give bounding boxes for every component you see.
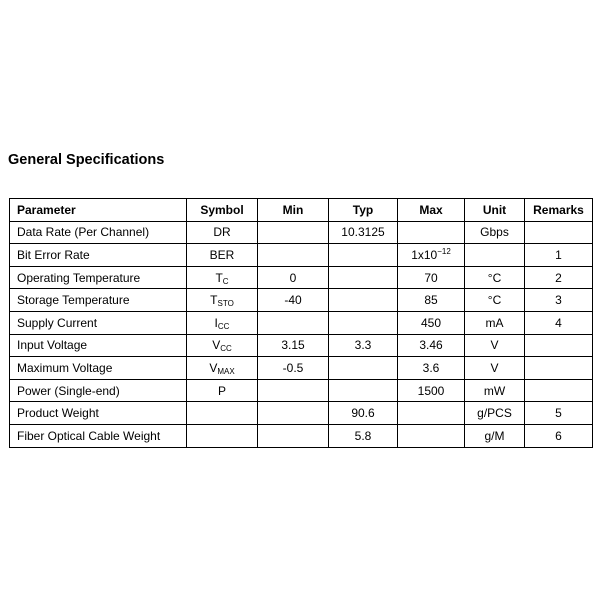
cell-parameter [10, 266, 187, 289]
min-value: 0 [289, 270, 297, 285]
max-value: 3.6 [422, 360, 440, 375]
cell-parameter [10, 334, 187, 357]
cell-min [258, 402, 329, 425]
cell-min [258, 379, 329, 402]
cell-min [258, 244, 329, 267]
parameter-text: Power (Single-end) [17, 383, 120, 398]
cell-remarks [525, 289, 593, 312]
cell-parameter [10, 244, 187, 267]
parameter-text: Bit Error Rate [17, 247, 90, 262]
unit-text: mA [485, 315, 504, 330]
max-value: 3.46 [419, 338, 443, 353]
symbol-text: V [209, 360, 218, 375]
cell-typ [329, 266, 398, 289]
header-parameter: Parameter [10, 199, 187, 222]
cell-parameter [10, 289, 187, 312]
header-typ: Typ [329, 199, 398, 222]
cell-min [258, 311, 329, 334]
parameter-text: Storage Temperature [17, 293, 130, 308]
unit-text: V [490, 338, 499, 353]
symbol-subscript: CC [220, 344, 232, 354]
cell-symbol [187, 266, 258, 289]
cell-max [398, 424, 465, 447]
max-value: 1x10 [411, 247, 438, 262]
cell-max [398, 311, 465, 334]
cell-min [258, 357, 329, 380]
cell-parameter [10, 311, 187, 334]
cell-symbol [187, 289, 258, 312]
symbol-text: T [215, 270, 223, 285]
cell-unit [465, 289, 525, 312]
cell-unit [465, 221, 525, 244]
min-value: -40 [284, 293, 302, 308]
table-row [10, 424, 593, 447]
cell-min [258, 424, 329, 447]
cell-max [398, 221, 465, 244]
remarks-text: 1 [555, 247, 562, 262]
unit-text: °C [487, 270, 502, 285]
cell-min [258, 221, 329, 244]
cell-symbol [187, 221, 258, 244]
unit-text: g/PCS [477, 406, 512, 421]
cell-remarks [525, 357, 593, 380]
symbol-text: V [212, 338, 221, 353]
cell-symbol [187, 424, 258, 447]
cell-remarks [525, 334, 593, 357]
cell-remarks [525, 424, 593, 447]
cell-parameter [10, 424, 187, 447]
table-row [10, 357, 593, 380]
typ-value: 3.3 [354, 338, 372, 353]
cell-remarks [525, 379, 593, 402]
unit-text: mW [483, 383, 506, 398]
cell-parameter [10, 402, 187, 425]
cell-unit [465, 424, 525, 447]
unit-text: g/M [484, 428, 505, 443]
cell-symbol [187, 357, 258, 380]
cell-symbol [187, 334, 258, 357]
symbol-text: P [217, 383, 226, 398]
parameter-text: Fiber Optical Cable Weight [17, 428, 161, 443]
cell-unit [465, 311, 525, 334]
parameter-text: Operating Temperature [17, 270, 141, 285]
cell-max [398, 244, 465, 267]
cell-unit [465, 244, 525, 267]
cell-typ [329, 402, 398, 425]
remarks-text: 5 [555, 406, 562, 421]
cell-unit [465, 357, 525, 380]
cell-parameter [10, 357, 187, 380]
parameter-text: Input Voltage [17, 338, 88, 353]
typ-value: 90.6 [351, 406, 375, 421]
cell-min [258, 289, 329, 312]
header-remarks: Remarks [525, 199, 593, 222]
cell-max [398, 334, 465, 357]
table-row [10, 379, 593, 402]
header-max: Max [398, 199, 465, 222]
cell-unit [465, 266, 525, 289]
table-row [10, 334, 593, 357]
table-body [10, 221, 593, 447]
min-value: -0.5 [282, 360, 304, 375]
cell-unit [465, 379, 525, 402]
symbol-subscript: C [222, 276, 229, 286]
cell-symbol [187, 311, 258, 334]
cell-symbol [187, 244, 258, 267]
cell-max [398, 379, 465, 402]
typ-value: 5.8 [354, 428, 372, 443]
symbol-subscript: STO [217, 299, 234, 309]
cell-typ [329, 357, 398, 380]
parameter-text: Data Rate (Per Channel) [17, 225, 150, 240]
remarks-text: 4 [555, 315, 562, 330]
cell-remarks [525, 244, 593, 267]
min-value: 3.15 [281, 338, 305, 353]
cell-min [258, 334, 329, 357]
header-min: Min [258, 199, 329, 222]
cell-typ [329, 244, 398, 267]
max-value: 450 [420, 315, 442, 330]
unit-text: Gbps [480, 225, 509, 240]
cell-unit [465, 402, 525, 425]
cell-typ [329, 379, 398, 402]
cell-remarks [525, 311, 593, 334]
header-symbol: Symbol [187, 199, 258, 222]
parameter-text: Maximum Voltage [17, 360, 113, 375]
table-row [10, 402, 593, 425]
cell-typ [329, 334, 398, 357]
remarks-text: 3 [555, 293, 562, 308]
table-row [10, 221, 593, 244]
max-value: 70 [424, 270, 438, 285]
cell-symbol [187, 379, 258, 402]
unit-text: V [490, 360, 499, 375]
table-row [10, 311, 593, 334]
symbol-text: T [210, 293, 218, 308]
remarks-text: 2 [555, 270, 562, 285]
cell-max [398, 357, 465, 380]
cell-remarks [525, 266, 593, 289]
cell-typ [329, 289, 398, 312]
typ-value: 10.3125 [341, 225, 385, 240]
table-row [10, 289, 593, 312]
cell-max [398, 266, 465, 289]
max-exponent: −12 [437, 246, 451, 256]
cell-typ [329, 221, 398, 244]
table-row [10, 266, 593, 289]
symbol-text: I [214, 315, 218, 330]
table-header-row [10, 199, 593, 222]
cell-remarks [525, 402, 593, 425]
symbol-subscript: MAX [217, 366, 235, 376]
cell-typ [329, 311, 398, 334]
symbol-subscript: CC [217, 321, 230, 331]
max-value: 1500 [417, 383, 445, 398]
symbol-text: DR [213, 225, 231, 240]
cell-remarks [525, 221, 593, 244]
cell-unit [465, 334, 525, 357]
parameter-text: Product Weight [17, 406, 99, 421]
max-value: 85 [424, 293, 438, 308]
specifications-table [9, 198, 593, 448]
symbol-text: BER [209, 247, 235, 262]
remarks-text: 6 [555, 428, 562, 443]
cell-max [398, 402, 465, 425]
parameter-text: Supply Current [17, 315, 98, 330]
cell-min [258, 266, 329, 289]
unit-text: °C [487, 293, 502, 308]
cell-typ [329, 424, 398, 447]
cell-parameter [10, 221, 187, 244]
table-row [10, 244, 593, 267]
cell-symbol [187, 402, 258, 425]
cell-parameter [10, 379, 187, 402]
header-unit: Unit [465, 199, 525, 222]
cell-max [398, 289, 465, 312]
page-title: General Specifications [8, 152, 165, 168]
